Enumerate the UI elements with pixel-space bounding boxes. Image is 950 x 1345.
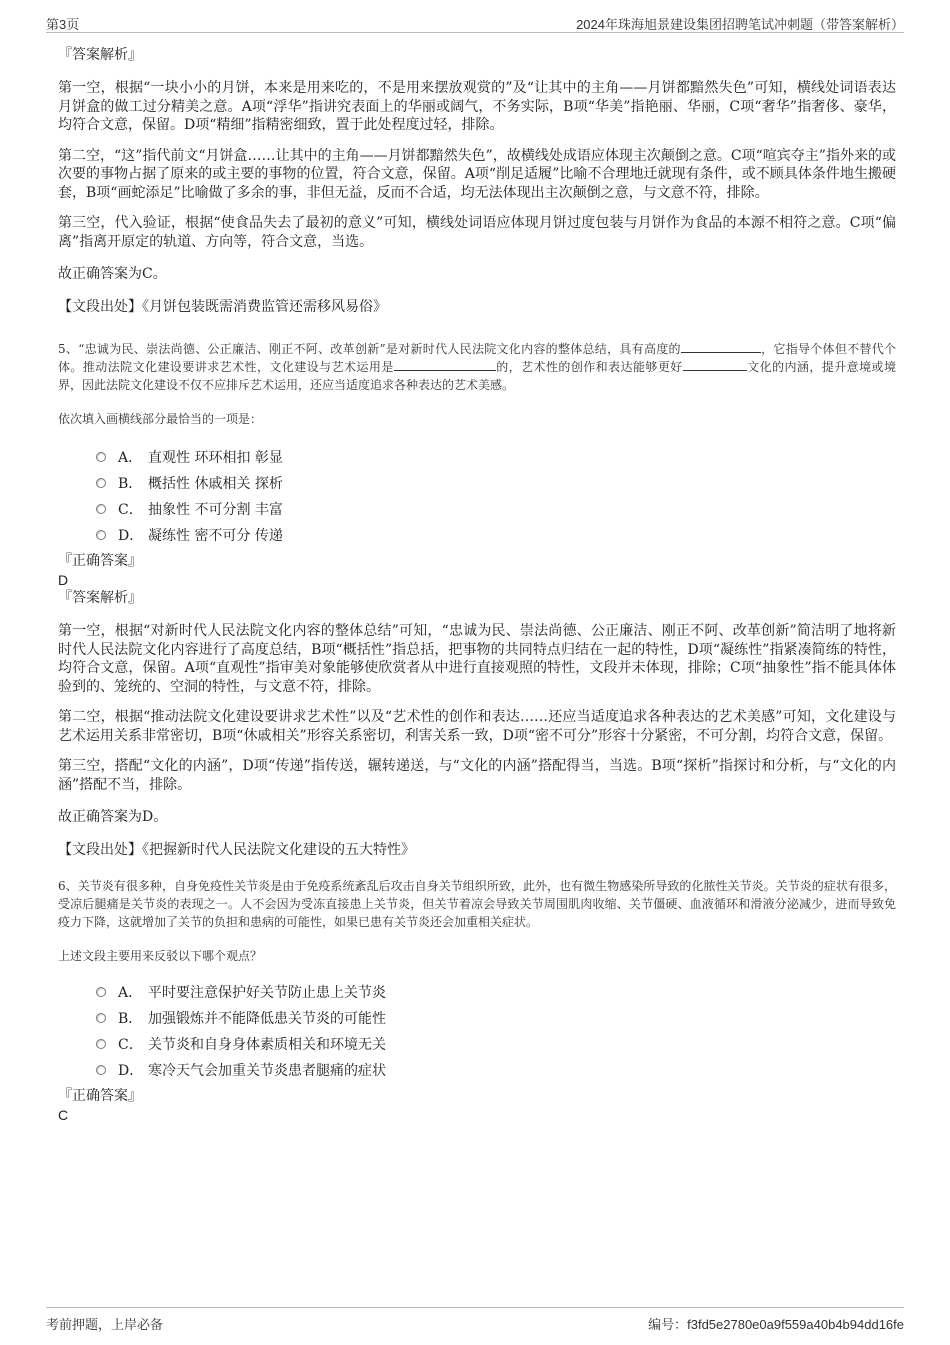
source-citation: 【文段出处】《把握新时代人民法院文化建设的五大特性》 <box>58 841 415 858</box>
question-6-prompt: 上述文段主要用来反驳以下哪个观点？ <box>58 949 263 963</box>
analysis-paragraph: 第一空，根据“对新时代人民法院文化内容的整体总结”可知，“忠诚为民、崇法尚德、公正廉洁、刚正不阿、改革创新”简洁明了地将新时代人民法院文化内容进行了高度总结，B项“概括性”指总括，把事物的共同特点归结在一起的特性，D项“凝练性”指紧凑简练的特性，均符合文意，保留。A项“直观性”指审美对象能够使欣赏者从中进行直接观照的特性，文段并未体现，排除；C项“抽象性”指不能具体体验到的、笼统的、空洞的特性，与文意不符，排除。 <box>58 623 896 695</box>
option-c[interactable]: C． 关节炎和自身身体素质相关和环境无关 <box>96 1031 896 1057</box>
question-5-text-part: 的，艺术性的创作和表达能够更好 <box>495 360 683 374</box>
question-6-text: 6、关节炎有很多种，自身免疫性关节炎是由于免疫系统紊乱后攻击自身关节组织所致，此外，也有微生物感染所导致的化脓性关节炎。关节炎的症状有很多，受凉后腿痛是关节炎的表现之一。人不会因为受冻直接患上关节炎，但关节着凉会导致关节周围肌肉收缩、关节僵硬、血液循环和滑液分泌减少，进而导致免疫力下降，这就增加了关节的负担和患病的可能性，如果已患有关节炎还会加重相关症状。 <box>58 879 896 929</box>
question-5 <box>58 340 896 859</box>
correct-answer: D <box>58 572 69 588</box>
radio-button-icon[interactable] <box>96 530 106 540</box>
correct-answer: C <box>58 1107 69 1123</box>
question-6-options <box>96 979 896 1083</box>
radio-button-icon[interactable] <box>96 1039 106 1049</box>
page-header <box>46 14 904 33</box>
radio-button-icon[interactable] <box>96 452 106 462</box>
fill-blank <box>681 340 761 353</box>
previous-question-analysis <box>58 46 896 316</box>
option-b[interactable]: B． 概括性 休戚相关 探析 <box>96 470 896 496</box>
correct-answer-label: 『正确答案』 <box>58 553 142 569</box>
analysis-paragraph: 第一空，根据“一块小小的月饼，本来是用来吃的，不是用来摆放观赏的”及“让其中的主角——月饼都黯然失色”可知，横线处词语表达月饼盒的做工过分精美之意。A项“浮华”指讲究表面上的华丽或阔气，不务实际，B项“华美”指艳丽、华丽，C项“奢华”指奢侈、豪华，均符合文意，保留。D项“精细”指精密细致，置于此处程度过轻，排除。 <box>58 80 896 133</box>
analysis-paragraph: 第二空，“这”指代前文“月饼盒……让其中的主角——月饼都黯然失色”，故横线处成语应体现主次颠倒之意。C项“喧宾夺主”指外来的或次要的事物占据了原来的或主要的事物的位置，符合文意，保留。A项“削足适履”比喻不合理地迁就现有条件，或不顾具体条件地生搬硬套，B项“画蛇添足”比喻做了多余的事，非但无益，反而不合适，均无法体现出主次颠倒之意，与文意不符，排除。 <box>58 147 896 201</box>
radio-button-icon[interactable] <box>96 478 106 488</box>
option-d[interactable]: D． 凝练性 密不可分 传递 <box>96 522 896 548</box>
question-5-text-part: ，它指导个体但不替代个体。推动法院文化建设要讲求艺术性，文化建设与艺术运用是 <box>58 342 896 374</box>
question-5-options <box>96 444 896 548</box>
option-c[interactable]: C． 抽象性 不可分割 丰富 <box>96 496 896 522</box>
document-id: 编号：f3fd5e2780e0a9f559a40b4b94dd16fe <box>648 1317 904 1332</box>
radio-button-icon[interactable] <box>96 1065 106 1075</box>
analysis-label: 『答案解析』 <box>58 47 142 63</box>
question-5-text-part: 文化的内涵，提升意境或境界，因此法院文化建设不仅不应排斥艺术运用，还应当适度追求各种表达的艺术美感。 <box>58 360 896 392</box>
footer-slogan: 考前押题，上岸必备 <box>46 1317 164 1332</box>
page-footer <box>46 1307 904 1332</box>
page-content <box>58 46 896 1124</box>
radio-button-icon[interactable] <box>96 504 106 514</box>
analysis-label: 『答案解析』 <box>58 590 142 606</box>
option-a[interactable]: A． 直观性 环环相扣 彰显 <box>96 444 896 470</box>
document-title: 2024年珠海旭景建设集团招聘笔试冲刺题（带答案解析） <box>576 17 904 32</box>
correct-answer-label: 『正确答案』 <box>58 1088 142 1104</box>
question-5-text <box>58 340 896 394</box>
option-a[interactable]: A． 平时要注意保护好关节防止患上关节炎 <box>96 979 896 1005</box>
analysis-conclusion: 故正确答案为D。 <box>58 809 168 825</box>
analysis-conclusion: 故正确答案为C。 <box>58 266 167 282</box>
analysis-paragraph: 第三空，搭配“文化的内涵”，D项“传递”指传送，辗转递送，与“文化的内涵”搭配得当，当选。B项“探析”指探讨和分析，与“文化的内涵”搭配不当，排除。 <box>58 758 896 793</box>
radio-button-icon[interactable] <box>96 1013 106 1023</box>
option-d[interactable]: D． 寒冷天气会加重关节炎患者腿痛的症状 <box>96 1057 896 1083</box>
question-5-prompt: 依次填入画横线部分最恰当的一项是： <box>58 412 263 426</box>
source-citation: 【文段出处】《月饼包装既需消费监管还需移风易俗》 <box>58 298 387 315</box>
fill-blank <box>394 358 496 371</box>
question-5-text-part: 5、“忠诚为民、崇法尚德、公正廉洁、刚正不阿、改革创新”是对新时代人民法院文化内容的整体总结，具有高度的 <box>58 342 681 356</box>
analysis-paragraph: 第二空，根据“推动法院文化建设要讲求艺术性”以及“艺术性的创作和表达……还应当适度追求各种表达的艺术美感”可知，文化建设与艺术运用关系非常密切，B项“休戚相关”形容关系密切，利害关系一致，D项“密不可分”形容十分紧密，不可分割，均符合文意，保留。 <box>58 709 896 744</box>
question-6 <box>58 877 896 1124</box>
option-b[interactable]: B． 加强锻炼并不能降低患关节炎的可能性 <box>96 1005 896 1031</box>
fill-blank <box>683 358 747 371</box>
radio-button-icon[interactable] <box>96 987 106 997</box>
analysis-paragraph: 第三空，代入验证，根据“使食品失去了最初的意义”可知，横线处词语应体现月饼过度包装与月饼作为食品的本源不相符之意。C项“偏离”指离开原定的轨道、方向等，符合文意，当选。 <box>58 215 896 250</box>
page-number: 第3页 <box>46 17 80 32</box>
